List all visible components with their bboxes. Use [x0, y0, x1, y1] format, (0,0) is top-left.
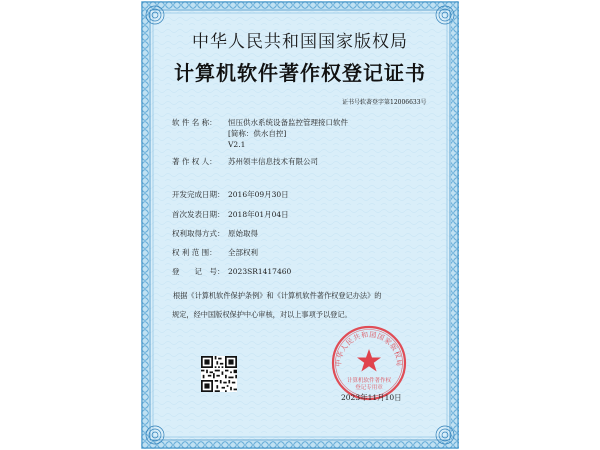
registration-number-label: 登 记 号： [172, 267, 225, 276]
dev-completion-date-value: 2016年09月30日 [228, 190, 289, 199]
registration-number-value: 2023SR1417460 [228, 267, 292, 276]
rights-acquisition-label: 权利取得方式： [172, 229, 225, 238]
certificate-body-text-line-1: 根据《计算机软件保护条例》和《计算机软件著作权登记办法》的 [173, 291, 382, 300]
software-short-name-value: [简称：供水自控] [228, 129, 287, 138]
rights-scope-value: 全部权利 [228, 248, 258, 257]
certificate-body-text-line-2: 规定，经中国版权保护中心审核，对以上事项予以登记。 [172, 310, 352, 319]
software-name-value: 恒压供水系统设备监控管理接口软件 [228, 118, 348, 127]
official-seal-stamp [329, 323, 409, 403]
svg-text:登记专用章: 登记专用章 [355, 385, 383, 391]
certificate-document [141, 1, 459, 449]
rights-scope-label: 权 利 范 围： [172, 248, 217, 257]
issue-date: 2023年11月10日 [341, 393, 402, 402]
qr-code-icon [201, 356, 237, 392]
certificate-number-label: 证书号： [342, 99, 367, 106]
first-publication-date-value: 2018年01月04日 [228, 210, 289, 219]
certificate-title: 计算机软件著作权登记证书 [174, 61, 426, 85]
software-version-value: V2.1 [228, 140, 246, 149]
rights-acquisition-value: 原始取得 [228, 229, 258, 238]
software-name-label: 软 件 名 称： [172, 118, 217, 127]
certificate-number-value: 软著登字第12006633号 [360, 99, 427, 106]
copyright-owner-label: 著 作 权 人： [172, 157, 217, 166]
first-publication-date-label: 首次发表日期： [172, 210, 225, 219]
svg-text:计算机软件著作权: 计算机软件著作权 [346, 378, 392, 384]
dev-completion-date-label: 开发完成日期： [172, 190, 225, 199]
issuer-title: 中华人民共和国国家版权局 [192, 32, 408, 52]
copyright-owner-value: 苏州领丰信息技术有限公司 [228, 157, 318, 166]
svg-text:中华人民共和国国家版权局: 中华人民共和国国家版权局 [334, 330, 404, 367]
